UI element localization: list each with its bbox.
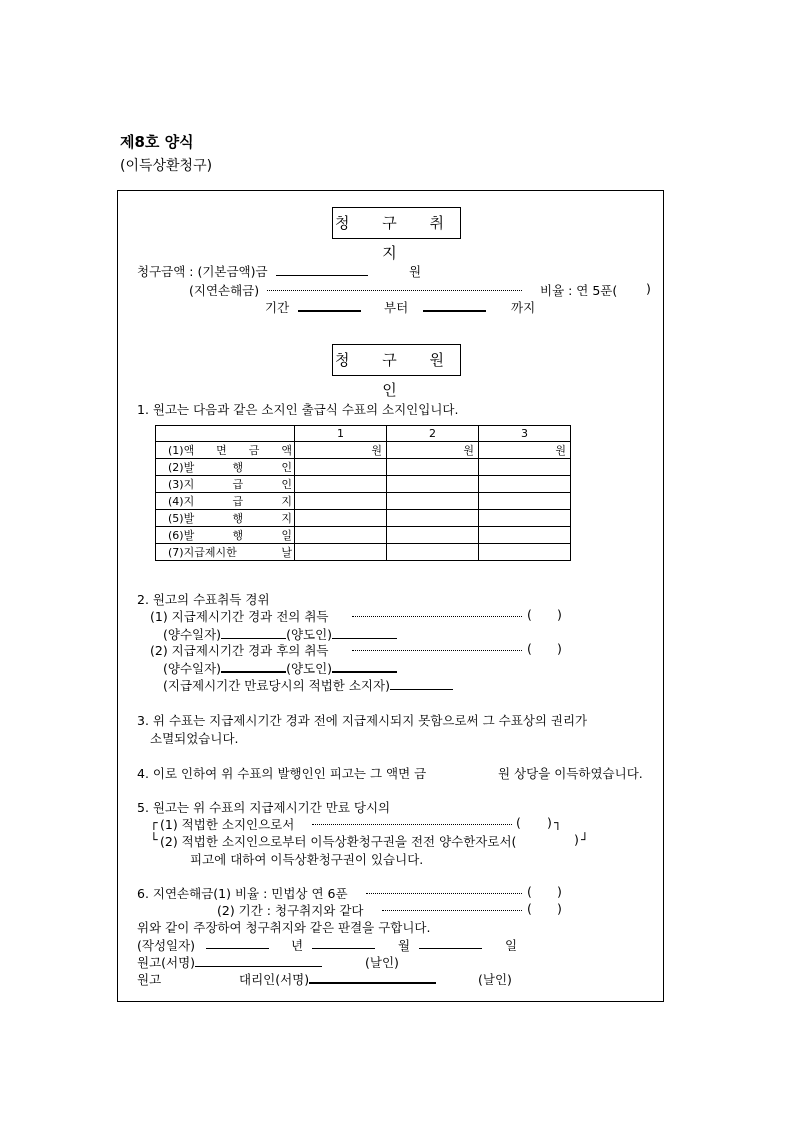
item3-line2: 소멸되었습니다. [150, 731, 239, 746]
paren-close: ) [557, 901, 562, 916]
item5-2-text: (2) 적법한 소지인으로부터 이득상환청구권을 전전 양수한자로서( [160, 834, 517, 849]
claim-amount-label: 청구금액 : (기본금액)금 [137, 264, 268, 279]
item5-1-text: (1) 적법한 소지인으로서 [160, 817, 295, 832]
row-label: (1)액 면 금 액 [156, 442, 295, 459]
day-label: 일 [505, 938, 518, 953]
table-col-header: 2 [387, 426, 479, 442]
paren-close: ) [557, 884, 562, 899]
table-cell[interactable] [479, 510, 571, 527]
paren-open: ( [527, 884, 532, 899]
claim-amount-line [137, 262, 368, 280]
paren-open: ( [527, 641, 532, 656]
paren-close: ) [574, 832, 579, 847]
until-label: 까지 [511, 300, 536, 315]
table-cell[interactable] [295, 544, 387, 561]
plaintiff-label: 원고 [137, 972, 162, 987]
table-cell[interactable] [387, 493, 479, 510]
row-label: (2)발 행 인 [156, 459, 295, 476]
table-cell[interactable] [387, 459, 479, 476]
item2-1-text: (1) 지급제시기간 경과 전의 취득 [150, 609, 329, 624]
won-label: 원 [409, 264, 422, 279]
seal-label-2: (날인) [478, 972, 512, 987]
amount-blank[interactable] [276, 263, 368, 276]
form-title: 제8호 양식 [120, 133, 194, 151]
delay-damages-label: (지연손해금) [189, 283, 260, 298]
table-cell[interactable] [479, 527, 571, 544]
claim-purpose-heading: 청 구 취 지 [332, 207, 461, 239]
item4-text-a: 4. 이로 인하여 위 수표의 발행인인 피고는 그 액면 금 [137, 766, 427, 781]
table-cell[interactable] [295, 459, 387, 476]
legit-holder-label: (지급제시기간 만료당시의 적법한 소지자) [163, 678, 390, 693]
dotted-leader [382, 901, 522, 911]
check-details-table [155, 425, 571, 561]
item4-text-b: 원 상당을 이득하였습니다. [498, 766, 643, 781]
dotted-leader [352, 641, 522, 651]
paren-close: ) [557, 607, 562, 622]
table-cell[interactable]: 원 [387, 442, 479, 459]
table-cell[interactable] [295, 527, 387, 544]
table-cell[interactable] [295, 493, 387, 510]
period-label: 기간 [265, 300, 290, 315]
dotted-leader [352, 607, 522, 617]
year-label: 년 [291, 938, 304, 953]
dotted-leader [366, 884, 522, 894]
paren-close: ) [557, 641, 562, 656]
date-label: (작성일자) [137, 938, 196, 953]
table-row [156, 476, 571, 493]
table-cell[interactable] [479, 493, 571, 510]
from-label: 부터 [384, 300, 409, 315]
paren-open: ( [527, 607, 532, 622]
table-col-header: 1 [295, 426, 387, 442]
rate-close: ) [646, 281, 651, 296]
table-row [156, 510, 571, 527]
month-label: 월 [398, 938, 411, 953]
closing-text: 위와 같이 주장하여 청구취지와 같은 판결을 구합니다. [137, 920, 431, 935]
table-row [156, 459, 571, 476]
table-cell[interactable] [387, 476, 479, 493]
form-subtitle: (이득상환청구) [120, 158, 213, 174]
bracket-right-top-icon: ┐ [554, 815, 562, 830]
seal-label: (날인) [365, 955, 399, 970]
claim-cause-heading: 청 구 원 인 [332, 344, 461, 376]
item5-3-text: 피고에 대하여 이득상환청구권이 있습니다. [190, 852, 424, 867]
assignor-label: (양도인) [286, 627, 333, 642]
table-corner [156, 426, 295, 442]
assignee-date-label: (양수일자) [163, 661, 222, 676]
plaintiff-sign-line [137, 953, 322, 971]
row-label: (5)발 행 지 [156, 510, 295, 527]
table-cell[interactable] [479, 544, 571, 561]
table-cell[interactable] [295, 476, 387, 493]
paren-close: ) [547, 815, 552, 830]
agent-sign-line [239, 970, 436, 988]
item1-text: 1. 원고는 다음과 같은 소지인 출급식 수표의 소지인입니다. [137, 402, 459, 417]
assignor-blank[interactable] [332, 626, 397, 639]
item6-1-text: 6. 지연손해금(1) 비율 : 민법상 연 6푼 [137, 886, 348, 901]
dotted-leader [267, 281, 522, 291]
year-blank[interactable] [206, 936, 269, 949]
bracket-right-bottom-icon: ┘ [581, 832, 589, 847]
assignee-date-blank[interactable] [221, 659, 286, 673]
bracket-bottom-icon: └ [150, 832, 158, 847]
table-cell[interactable] [479, 476, 571, 493]
table-cell[interactable]: 원 [479, 442, 571, 459]
dotted-leader [312, 815, 512, 825]
period-end-blank[interactable] [423, 298, 486, 312]
assignee-date-line-2 [163, 659, 397, 677]
table-row [156, 544, 571, 561]
table-cell[interactable] [387, 527, 479, 544]
plaintiff-sign-label: 원고(서명) [137, 955, 196, 970]
item2-heading: 2. 원고의 수표취득 경위 [137, 592, 270, 607]
period-start-blank[interactable] [298, 298, 361, 312]
table-cell[interactable] [479, 459, 571, 476]
assignor-blank[interactable] [332, 659, 397, 673]
day-blank[interactable] [419, 936, 482, 949]
month-blank[interactable] [312, 936, 375, 949]
agent-sign-label: 대리인(서명) [239, 972, 310, 987]
item2-2-text: (2) 지급제시기간 경과 후의 취득 [150, 643, 329, 658]
legit-holder-line [163, 676, 453, 694]
plaintiff-sign-blank[interactable] [195, 954, 322, 967]
table-cell[interactable] [387, 544, 479, 561]
assignor-label: (양도인) [286, 661, 333, 676]
table-cell[interactable] [387, 510, 479, 527]
table-row [156, 527, 571, 544]
legit-holder-blank[interactable] [390, 677, 453, 690]
row-label: (7)지급제시한 날 [156, 544, 295, 561]
paren-open: ( [516, 815, 521, 830]
agent-sign-blank[interactable] [309, 970, 436, 984]
table-cell[interactable] [295, 510, 387, 527]
item6-2-text: (2) 기간 : 청구취지와 같다 [217, 903, 364, 918]
row-label: (6)발 행 일 [156, 527, 295, 544]
table-row [156, 493, 571, 510]
table-header-row [156, 426, 571, 442]
table-cell[interactable]: 원 [295, 442, 387, 459]
item5-heading: 5. 원고는 위 수표의 지급제시기간 만료 당시의 [137, 800, 391, 815]
table-row [156, 442, 571, 459]
table-col-header: 3 [479, 426, 571, 442]
item3-line1: 3. 위 수표는 지급제시기간 경과 전에 지급제시되지 못함으로써 그 수표상의 권리가 [137, 713, 588, 728]
row-label: (4)지 급 지 [156, 493, 295, 510]
assignee-date-label: (양수일자) [163, 627, 222, 642]
paren-open: ( [527, 901, 532, 916]
assignee-date-blank[interactable] [221, 626, 286, 639]
row-label: (3)지 급 인 [156, 476, 295, 493]
bracket-top-icon: ┌ [150, 815, 158, 830]
rate-label: 비율 : 연 5푼( [540, 283, 618, 298]
